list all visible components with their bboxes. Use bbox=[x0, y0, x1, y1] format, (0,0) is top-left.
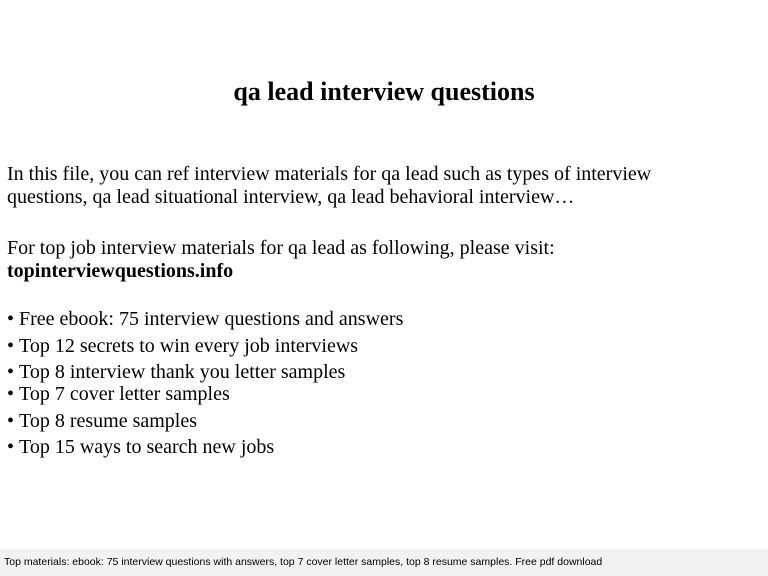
footer-text: Top materials: ebook: 75 interview questions with answers, top 7 cover letter samples, top 8 resume samples. Free pdf download bbox=[4, 556, 603, 568]
bullet-icon: • bbox=[7, 383, 15, 405]
bullet-icon: • bbox=[7, 335, 15, 357]
bullet-icon: • bbox=[7, 436, 15, 458]
resource-list bbox=[7, 308, 762, 462]
list-item bbox=[7, 410, 762, 436]
list-item-text: Top 15 ways to search new jobs bbox=[19, 436, 275, 458]
footer-bar bbox=[0, 549, 768, 576]
list-item-text: Top 8 resume samples bbox=[19, 410, 198, 432]
list-item-text: Top 8 interview thank you letter samples bbox=[19, 361, 346, 383]
bullet-icon: • bbox=[7, 361, 15, 383]
list-item bbox=[7, 335, 762, 361]
intro-line-1: In this file, you can ref interview materials for qa lead such as types of interview bbox=[7, 163, 652, 185]
visit-text: For top job interview materials for qa lead as following, please visit: bbox=[7, 237, 555, 259]
page-title: qa lead interview questions bbox=[233, 77, 535, 106]
bullet-icon: • bbox=[7, 410, 15, 432]
list-item bbox=[7, 361, 762, 383]
intro-line-2: questions, qa lead situational interview, qa lead behavioral interview… bbox=[7, 186, 575, 208]
list-item bbox=[7, 436, 762, 462]
bullet-icon: • bbox=[7, 308, 15, 330]
list-item-text: Free ebook: 75 interview questions and answers bbox=[19, 308, 404, 330]
intro-paragraph bbox=[7, 163, 762, 209]
site-link[interactable]: topinterviewquestions.info bbox=[7, 260, 234, 282]
list-item-text: Top 7 cover letter samples bbox=[19, 383, 230, 405]
visit-paragraph bbox=[7, 237, 762, 283]
list-item bbox=[7, 308, 762, 335]
list-item-text: Top 12 secrets to win every job interviews bbox=[19, 335, 359, 357]
list-item bbox=[7, 383, 762, 410]
